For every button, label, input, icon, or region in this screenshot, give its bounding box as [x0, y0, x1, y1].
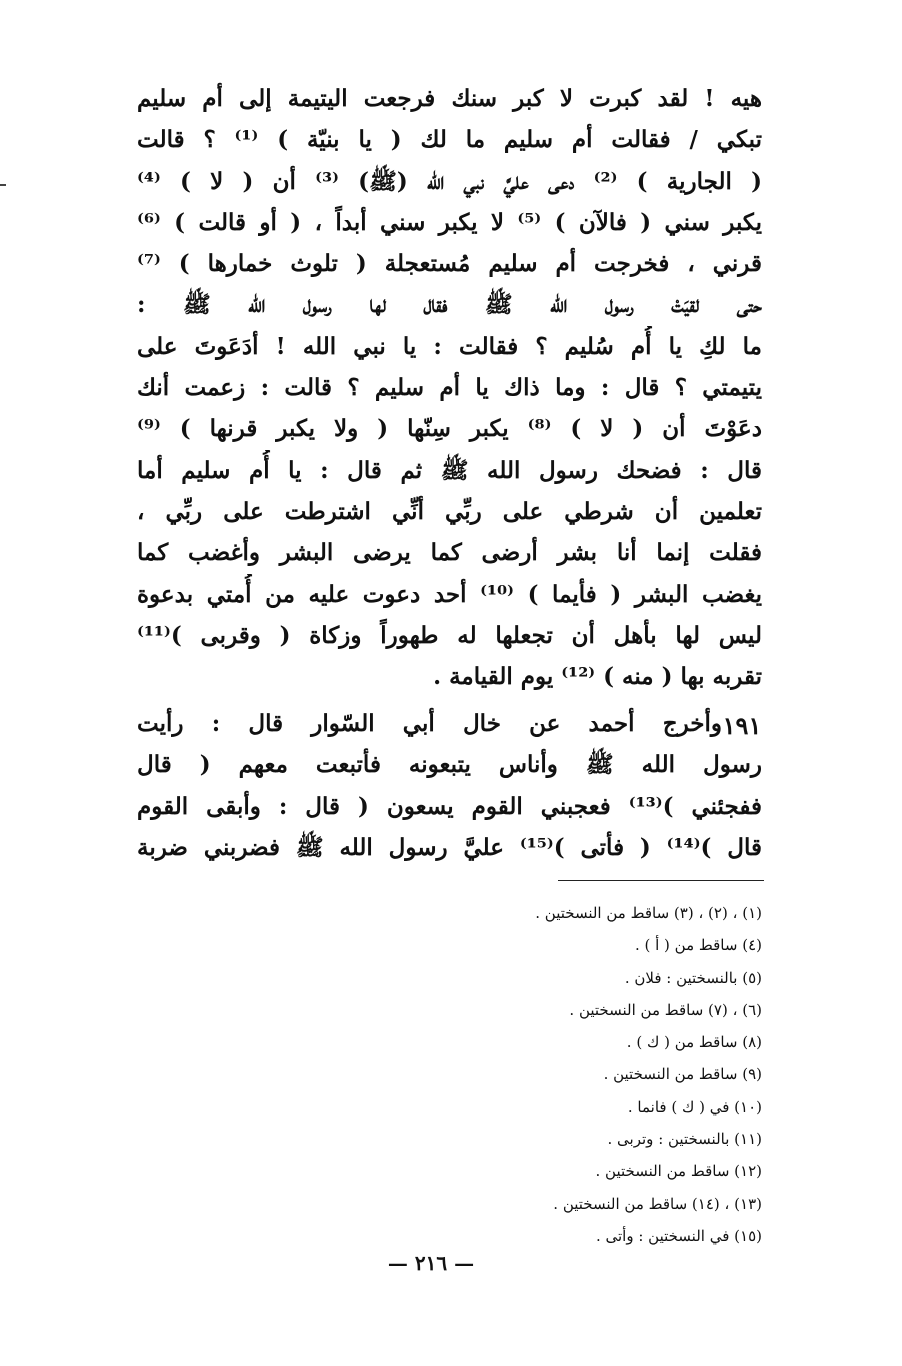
footnote-item: (١٣) ، (١٤) ساقط من النسختين .	[553, 1194, 762, 1213]
paragraph-2	[137, 703, 762, 868]
paragraph-1	[137, 78, 762, 697]
text-line: قرني ، فخرجت أم سليم مُستعجلة ( تلوث خمارها ) ⁽⁷⁾	[137, 250, 762, 278]
text-line: قال : فضحك رسول الله ﷺ ثم قال : يا أُم سليم أما	[137, 456, 762, 484]
footnote-item: (٥) بالنسختين : فلان .	[624, 968, 762, 987]
text-line: هيه ! لقد كبرت لا كبر سنك فرجعت اليتيمة إلى أم سليم	[137, 85, 762, 112]
text-line: قال )⁽¹⁴⁾ ( فأتى )⁽¹⁵⁾ عليَّ رسول الله ﷺ فضربني ضربة	[137, 833, 762, 861]
text-line: وأخرج أحمد عن خال أبي السّوار قال : رأيت	[137, 710, 722, 737]
text-line: حتى لقيَتْ رسول الله ﷺ فقال لها رسول الله ﷺ :	[137, 291, 762, 319]
footnotes-list	[202, 897, 762, 1252]
footnote-divider	[558, 880, 764, 881]
text-line: يتيمتي ؟ قال : وما ذاك يا أم سليم ؟ قالت : زعمت أنك	[137, 374, 762, 402]
footnote-item: (١) ، (٢) ، (٣) ساقط من النسختين .	[535, 904, 762, 922]
text-line: تبكي / فقالت أم سليم ما لك ( يا بنيّة ) ⁽¹⁾ ؟ قالت	[137, 126, 762, 154]
text-line: ليس لها بأهل أن تجعلها له طهوراً وزكاة ( وقربى )⁽¹¹⁾	[137, 621, 762, 649]
footnote-item: (٤) ساقط من ( أ ) .	[634, 936, 762, 955]
hadith-number: ١٩١	[722, 711, 762, 740]
text-line: فقلت إنما أنا بشر أرضى كما يرضى البشر وأغضب كما	[137, 539, 762, 567]
scan-edge-mark	[0, 184, 6, 186]
text-line: ( الجارية ) ⁽²⁾ دعى عليَّ نبي الله (ﷺ) ⁽³⁾ أن ( لا ) ⁽⁴⁾	[137, 167, 762, 195]
footnote-item: (١٢) ساقط من النسختين .	[595, 1162, 762, 1181]
text-line: يغضب البشر ( فأيما ) ⁽¹⁰⁾ أحد دعوت عليه من أُمتي بدعوة	[137, 580, 762, 608]
text-line: تعلمين أن شرطي على ربِّي أنِّي اشترطت على ربِّي ،	[137, 497, 762, 525]
text-line: رسول الله ﷺ وأناس يتبعونه فأتبعت معهم ( قال	[137, 751, 762, 779]
text-line: يكبر سني ( فالآن ) ⁽⁵⁾ لا يكبر سني أبداً ، ( أو قالت ) ⁽⁶⁾	[137, 208, 762, 236]
footnote-item: (٩) ساقط من النسختين .	[603, 1065, 762, 1084]
footnote-item: (١٥) في النسختين : وأتى .	[595, 1226, 762, 1245]
page-number: — ٢١٦ —	[387, 1251, 475, 1275]
text-line: تقربه بها ( منه ) ⁽¹²⁾ يوم القيامة .	[433, 663, 762, 691]
text-line: ففجئني )⁽¹³⁾ فعجبني القوم يسعون ( قال : وأبقى القوم	[137, 792, 762, 820]
footnote-item: (٦) ، (٧) ساقط من النسختين .	[569, 1000, 762, 1019]
text-line: ما لكِ يا أُم سُليم ؟ فقالت : يا نبي الله ! أدَعَوتَ على	[137, 332, 762, 360]
footnote-item: (١٠) في ( ك ) فانما .	[627, 1097, 762, 1116]
footnote-item: (٨) ساقط من ( ك ) .	[626, 1033, 762, 1052]
footnote-item: (١١) بالنسختين : وتربى .	[607, 1130, 762, 1149]
text-line: دعَوْتَ أن ( لا ) ⁽⁸⁾ يكبر سِنّها ( ولا يكبر قرنها ) ⁽⁹⁾	[137, 415, 762, 443]
